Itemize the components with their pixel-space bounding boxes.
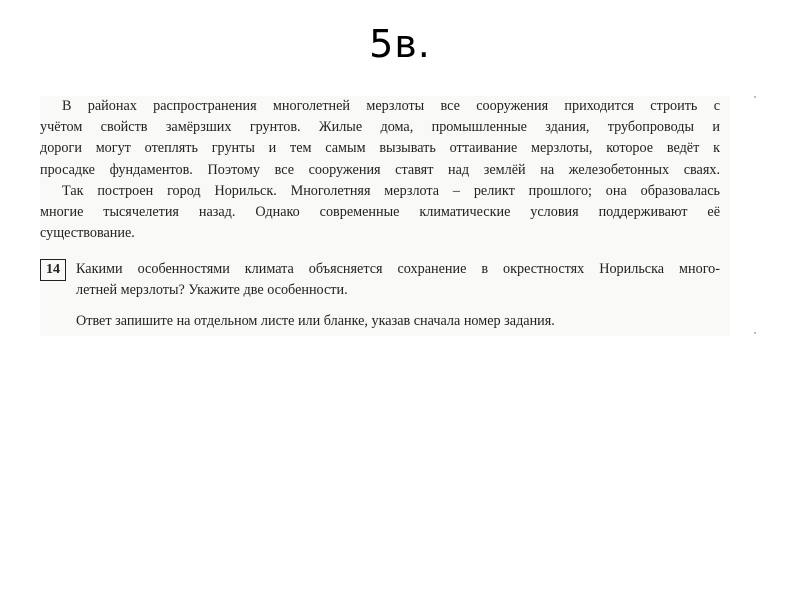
passage-line: Так построен город Норильск. Многолетняя мерзлота – реликт прошлого; она образовалась <box>62 182 720 199</box>
scan-margin-mark <box>754 332 756 334</box>
passage-line: существование. <box>40 225 135 242</box>
passage-line: учётом свойств замёрзших грунтов. Жилые дома, промышленные здания, трубопроводы и <box>40 119 720 136</box>
slide-title: 5в. <box>369 22 431 66</box>
scanned-task-image <box>40 96 730 336</box>
answer-instruction: Ответ запишите на отдельном листе или бланке, указав сначала номер задания. <box>76 313 555 329</box>
task-question <box>76 259 720 301</box>
question-line: летней мерзлоты? Укажите две особенности. <box>76 282 348 299</box>
question-line: Какими особенностями климата объясняется сохранение в окрестностях Норильска много- <box>76 261 720 277</box>
task-number-box: 14 <box>40 259 66 281</box>
passage-line: В районах распространения многолетней мерзлоты все сооружения приходится строить с <box>62 98 720 114</box>
scan-margin-mark <box>754 96 756 98</box>
passage-line: просадке фундаментов. Поэтому все сооружения ставят над землёй на железобетонных сваях. <box>40 161 720 178</box>
passage-line: многие тысячелетия назад. Однако современные климатические условия поддерживают её <box>40 204 720 221</box>
reading-passage <box>40 96 720 244</box>
passage-line: дороги могут отеплять грунты и тем самым вызывать оттаивание мерзлоты, которое ведёт к <box>40 140 720 157</box>
